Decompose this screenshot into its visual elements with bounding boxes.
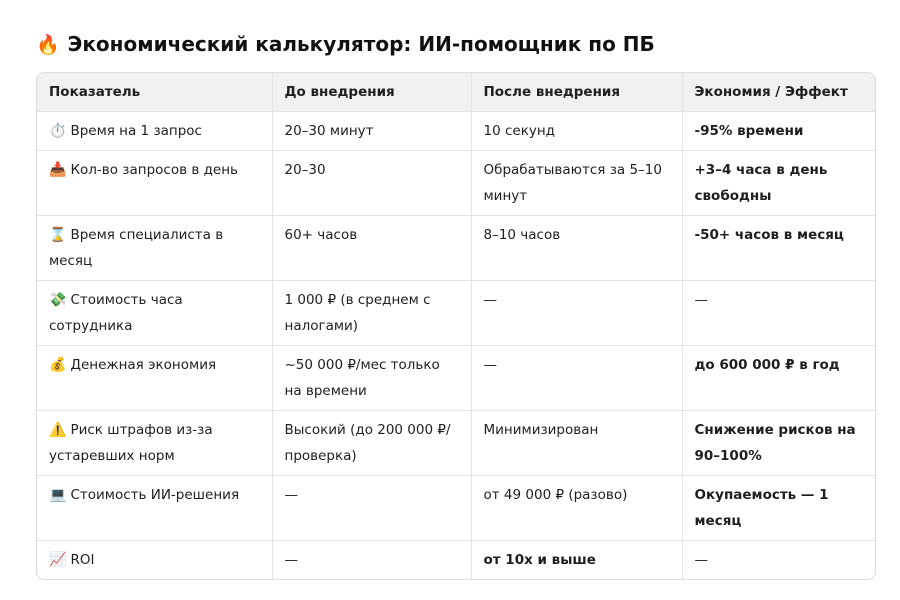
warning-icon: ⚠️ xyxy=(49,422,67,438)
hourglass-icon: ⌛ xyxy=(49,227,67,243)
economy-table xyxy=(36,72,876,580)
table-row xyxy=(37,411,875,476)
inbox-tray-icon: 📥 xyxy=(49,162,67,178)
table-header-row xyxy=(37,73,875,112)
cell-before: 1 000 ₽ (в среднем с налогами) xyxy=(272,281,471,346)
table-row xyxy=(37,112,875,151)
page-title-text: Экономический калькулятор: ИИ-помощник по ПБ xyxy=(67,32,655,56)
cell-effect: Окупаемость — 1 месяц xyxy=(682,476,875,541)
cell-after: 8–10 часов xyxy=(471,216,682,281)
cell-before: — xyxy=(272,476,471,541)
cell-indicator: 📥 Кол-во запросов в день xyxy=(37,151,272,216)
cell-before: 20–30 минут xyxy=(272,112,471,151)
computer-icon: 💻 xyxy=(49,487,67,503)
cell-after: от 10x и выше xyxy=(471,541,682,580)
cell-effect: -50+ часов в месяц xyxy=(682,216,875,281)
fire-icon: 🔥 xyxy=(36,33,60,56)
cell-after: — xyxy=(471,281,682,346)
table-row xyxy=(37,216,875,281)
cell-effect: -95% времени xyxy=(682,112,875,151)
cell-effect: до 600 000 ₽ в год xyxy=(682,346,875,411)
money-with-wings-icon: 💸 xyxy=(49,292,67,308)
cell-after: 10 секунд xyxy=(471,112,682,151)
cell-effect: — xyxy=(682,281,875,346)
header-effect: Экономия / Эффект xyxy=(682,73,875,112)
cell-indicator: ⌛ Время специалиста в месяц xyxy=(37,216,272,281)
cell-before: ~50 000 ₽/мес только на времени xyxy=(272,346,471,411)
table-row xyxy=(37,346,875,411)
cell-indicator: 📈 ROI xyxy=(37,541,272,580)
table-row xyxy=(37,476,875,541)
cell-after: от 49 000 ₽ (разово) xyxy=(471,476,682,541)
chart-increasing-icon: 📈 xyxy=(49,552,67,568)
cell-after: Обрабатываются за 5–10 минут xyxy=(471,151,682,216)
header-indicator: Показатель xyxy=(37,73,272,112)
header-after: После внедрения xyxy=(471,73,682,112)
cell-effect: +3–4 часа в день свободны xyxy=(682,151,875,216)
calculator-page xyxy=(36,26,876,580)
cell-after: — xyxy=(471,346,682,411)
stopwatch-icon: ⏱️ xyxy=(49,123,67,139)
cell-indicator: ⚠️ Риск штрафов из-за устаревших норм xyxy=(37,411,272,476)
cell-before: Высокий (до 200 000 ₽/проверка) xyxy=(272,411,471,476)
cell-before: — xyxy=(272,541,471,580)
cell-before: 60+ часов xyxy=(272,216,471,281)
cell-after: Минимизирован xyxy=(471,411,682,476)
cell-effect: Снижение рисков на 90–100% xyxy=(682,411,875,476)
table-row xyxy=(37,541,875,580)
cell-indicator: 💰 Денежная экономия xyxy=(37,346,272,411)
cell-indicator: 💻 Стоимость ИИ-решения xyxy=(37,476,272,541)
header-before: До внедрения xyxy=(272,73,471,112)
cell-indicator: 💸 Стоимость часа сотрудника xyxy=(37,281,272,346)
money-bag-icon: 💰 xyxy=(49,357,67,373)
cell-before: 20–30 xyxy=(272,151,471,216)
table-row xyxy=(37,281,875,346)
page-title xyxy=(36,26,876,62)
cell-indicator: ⏱️ Время на 1 запрос xyxy=(37,112,272,151)
table-row xyxy=(37,151,875,216)
cell-effect: — xyxy=(694,552,708,568)
